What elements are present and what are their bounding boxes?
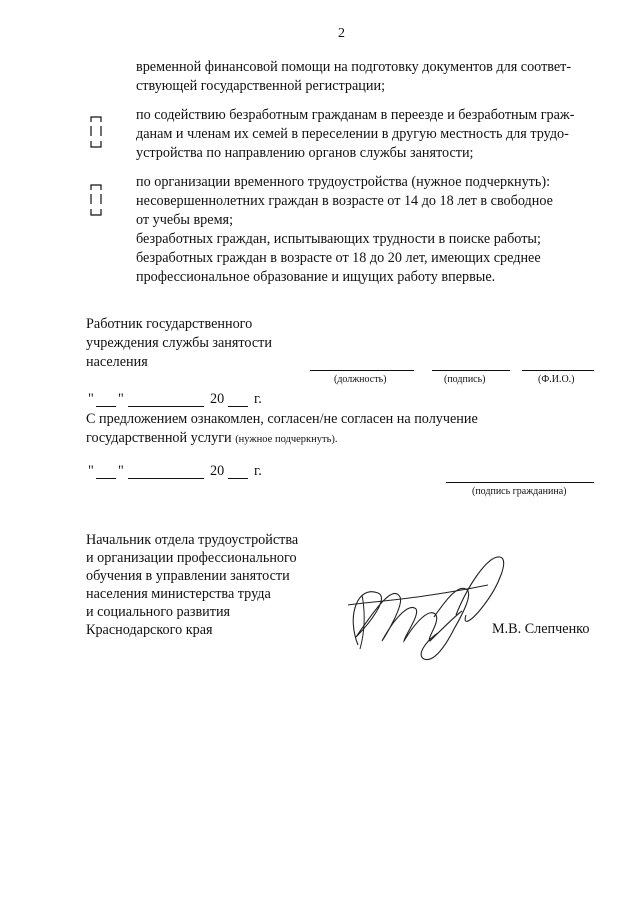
paragraph-line: профессиональное образование и ищущих работу впервые. (136, 269, 496, 285)
paragraph-line: безработных граждан, испытывающих трудности в поиске работы; (136, 231, 541, 247)
date-day-line[interactable] (96, 406, 116, 407)
checkbox-bracket-icon[interactable] (90, 116, 102, 148)
worker-title-line: Работник государственного (86, 316, 253, 332)
position-caption: (должность) (334, 374, 387, 385)
worker-title-line: учреждения службы занятости (86, 335, 272, 351)
date-year-suffix: г. (254, 463, 262, 479)
signature-line[interactable] (432, 370, 510, 371)
handwritten-signature (338, 545, 518, 670)
paragraph-line: по организации временного трудоустройства (нужное подчеркнуть): (136, 174, 551, 190)
date-year-prefix: 20 (210, 391, 225, 407)
paragraph-line: безработных граждан в возрасте от 18 до 20 лет, имеющих среднее (136, 250, 541, 266)
date-quote-close: " (118, 391, 124, 407)
date-quote-open: " (88, 463, 94, 479)
date-year-suffix: г. (254, 391, 262, 407)
date-month-line[interactable] (128, 406, 204, 407)
head-title-line: Краснодарского края (86, 622, 213, 638)
date-month-line[interactable] (128, 478, 204, 479)
paragraph-line: ствующей государственной регистрации; (136, 78, 386, 94)
citizen-signature-caption: (подпись гражданина) (472, 486, 567, 497)
name-caption: (Ф.И.О.) (538, 374, 575, 385)
name-line[interactable] (522, 370, 594, 371)
agreement-line-2 (86, 429, 338, 449)
citizen-signature-line[interactable] (446, 482, 594, 483)
paragraph-line: данам и членам их семей в переселении в другую местность для трудо- (136, 126, 569, 142)
date-year-line[interactable] (228, 406, 248, 407)
paragraph-line: от учебы время; (136, 212, 234, 228)
date-quote-open: " (88, 391, 94, 407)
position-line[interactable] (310, 370, 414, 371)
head-title-line: и организации профессионального (86, 550, 297, 566)
worker-title-line: населения (86, 354, 148, 370)
paragraph-line: временной финансовой помощи на подготовку документов для соответ- (136, 59, 572, 75)
checkbox-bracket-icon[interactable] (90, 184, 102, 216)
date-year-line[interactable] (228, 478, 248, 479)
page-number: 2 (338, 26, 345, 41)
agreement-note: (нужное подчеркнуть). (235, 434, 338, 445)
date-quote-close: " (118, 463, 124, 479)
signature-caption: (подпись) (444, 374, 486, 385)
paragraph-line: несовершеннолетних граждан в возрасте от 14 до 18 лет в свободное (136, 193, 553, 209)
head-title-line: Начальник отдела трудоустройства (86, 532, 299, 548)
date-year-prefix: 20 (210, 463, 225, 479)
agreement-line: С предложением ознакомлен, согласен/не согласен на получение (86, 411, 478, 427)
head-title-line: и социального развития (86, 604, 231, 620)
agreement-text: государственной услуги (86, 430, 236, 446)
paragraph-line: устройства по направлению органов службы занятости; (136, 145, 474, 161)
paragraph-line: по содействию безработным гражданам в переезде и безработным граж- (136, 107, 575, 123)
date-day-line[interactable] (96, 478, 116, 479)
head-title-line: населения министерства труда (86, 586, 271, 602)
head-name: М.В. Слепченко (492, 621, 590, 637)
head-title-line: обучения в управлении занятости (86, 568, 290, 584)
